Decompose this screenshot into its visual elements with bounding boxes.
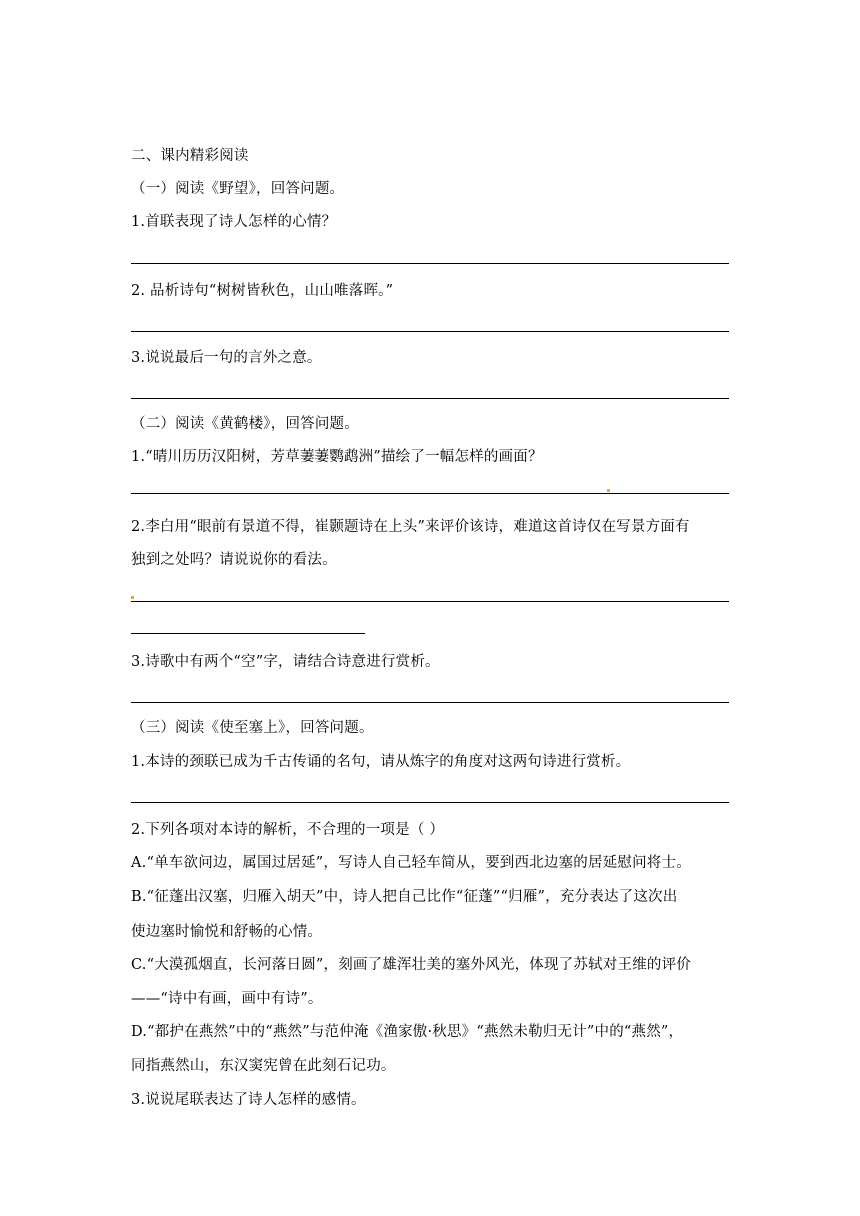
part3-question-1: 1.本诗的颈联已成为千古传诵的名句，请从炼字的角度对这两句诗进行赏析。 (131, 754, 631, 770)
answer-line (131, 398, 729, 399)
part2-question-1: 1.“晴川历历汉阳树，芳草萋萋鹦鹉洲”描绘了一幅怎样的画面？ (131, 449, 543, 465)
answer-line (131, 263, 729, 264)
option-d-line2: 同指燕然山，东汉窦宪曾在此刻石记功。 (131, 1058, 396, 1074)
section-title: 二、课内精彩阅读 (131, 148, 249, 164)
answer-line-short (131, 633, 365, 634)
option-c-line2: ——“诗中有画，画中有诗”。 (131, 991, 323, 1007)
stray-mark (607, 489, 610, 492)
answer-line (131, 331, 729, 332)
answer-line (131, 493, 729, 494)
part1-question-1: 1.首联表现了诗人怎样的心情？ (131, 214, 337, 230)
part1-question-3: 3.说说最后一句的言外之意。 (131, 350, 322, 366)
option-d-line1: D.“都护在燕然”中的“燕然”与范仲淹《渔家傲·秋思》“燕然未勒归无计”中的“燕然”， (131, 1024, 684, 1040)
option-b-line1: B.“征蓬出汉塞，归雁入胡天”中，诗人把自己比作“征蓬”“归雁”，充分表达了这次出 (131, 889, 678, 905)
answer-line (131, 802, 729, 803)
option-a: A.“单车欲问边，属国过居延”，写诗人自己轻车简从，要到西北边塞的居延慰问将士。 (131, 855, 691, 871)
part2-question-2-line2: 独到之处吗？请说说你的看法。 (131, 552, 337, 568)
answer-line (131, 601, 729, 602)
part1-question-2: 2. 品析诗句“树树皆秋色，山山唯落晖。” (131, 283, 394, 299)
option-b-line2: 使边塞时愉悦和舒畅的心情。 (131, 924, 323, 940)
part1-heading: （一）阅读《野望》，回答问题。 (131, 181, 345, 197)
part3-question-2: 2.下列各项对本诗的解析，不合理的一项是（ ） (131, 822, 445, 838)
stray-mark (131, 596, 134, 599)
part3-heading: （三）阅读《使至塞上》，回答问题。 (131, 720, 374, 736)
part2-question-2-line1: 2.李白用“眼前有景道不得，崔颢题诗在上头”来评价该诗，难道这首诗仅在写景方面有 (131, 519, 690, 535)
answer-line (131, 702, 729, 703)
part3-question-3: 3.说说尾联表达了诗人怎样的感情。 (131, 1092, 366, 1108)
part2-question-3: 3.诗歌中有两个“空”字，请结合诗意进行赏析。 (131, 654, 440, 670)
option-c-line1: C.“大漠孤烟直，长河落日圆”，刻画了雄浑壮美的塞外风光，体现了苏轼对王维的评价 (131, 957, 692, 973)
part2-heading: （二）阅读《黄鹤楼》，回答问题。 (131, 416, 359, 432)
